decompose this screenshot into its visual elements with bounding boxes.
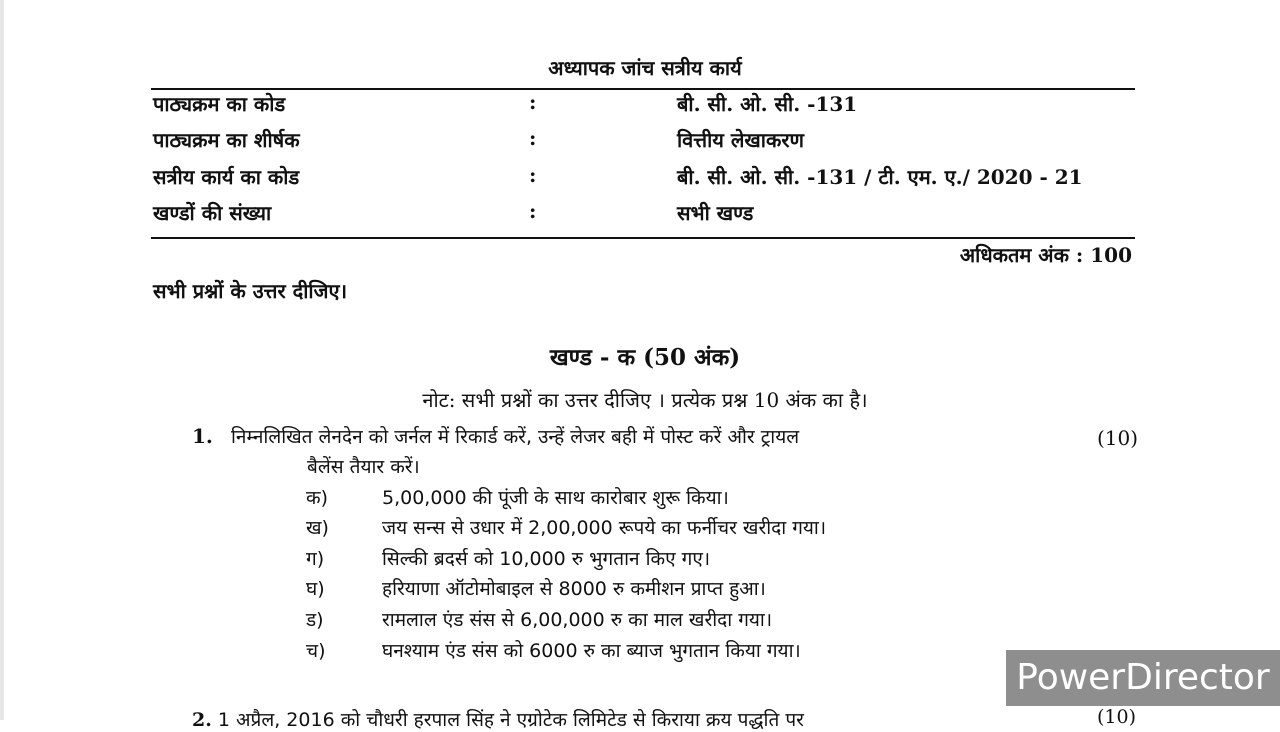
question-2-partial bbox=[192, 706, 1152, 732]
page-title: अध्यापक जांच सत्रीय कार्य bbox=[548, 56, 742, 80]
item-letter: ख) bbox=[306, 517, 329, 539]
info-separator: : bbox=[529, 90, 537, 114]
instruction: सभी प्रश्नों के उत्तर दीजिए। bbox=[153, 279, 348, 303]
bottom-divider bbox=[151, 237, 1135, 239]
info-row-blocks bbox=[153, 199, 1133, 235]
item-text: रामलाल एंड संस से 6,00,000 रु का माल खरीदा गया। bbox=[382, 609, 773, 631]
question-line: निम्नलिखित लेनदेन को जर्नल में रिकार्ड करें, उन्हें लेजर बही में पोस्ट करें और ट्रायल bbox=[231, 426, 800, 448]
info-value: बी. सी. ओ. सी. -131 bbox=[677, 92, 858, 116]
item-letter: क) bbox=[306, 487, 329, 509]
section-title: खण्ड - क (50 अंक) bbox=[549, 344, 741, 371]
item-letter: घ) bbox=[306, 578, 325, 600]
info-label: खण्डों की संख्या bbox=[153, 201, 272, 225]
item-letter: ड) bbox=[306, 609, 324, 631]
info-row-course-code bbox=[153, 90, 1133, 126]
powerdirector-watermark: PowerDirector bbox=[1006, 650, 1280, 706]
item-text: 5,00,000 की पूंजी के साथ कारोबार शुरू किया। bbox=[382, 487, 729, 509]
info-row-assignment-code bbox=[153, 163, 1133, 199]
info-label: सत्रीय कार्य का कोड bbox=[153, 165, 300, 189]
question-text: 1 अप्रैल, 2016 को चौधरी हरपाल सिंह ने एग्रोटेक लिमिटेड से किराया क्रय पद्धति पर bbox=[217, 709, 804, 731]
note: नोट: सभी प्रश्नों का उत्तर दीजिए । प्रत्येक प्रश्न 10 अंक का है। bbox=[422, 388, 868, 412]
info-label: पाठ्यक्रम का शीर्षक bbox=[153, 128, 300, 152]
item-text: हरियाणा ऑटोमोबाइल से 8000 रु कमीशन प्राप्त हुआ। bbox=[382, 578, 766, 600]
info-label: पाठ्यक्रम का कोड bbox=[153, 92, 286, 116]
question-number: 2. bbox=[192, 709, 212, 731]
info-separator: : bbox=[529, 199, 537, 223]
info-separator: : bbox=[529, 163, 537, 187]
item-text: जय सन्स से उधार में 2,00,000 रूपये का फर्नीचर खरीदा गया। bbox=[382, 517, 827, 539]
item-letter: च) bbox=[306, 640, 326, 662]
info-value: बी. सी. ओ. सी. -131 / टी. एम. ए./ 2020 - 21 bbox=[677, 165, 1083, 189]
item-text: घनश्याम एंड संस को 6000 रु का ब्याज भुगतान किया गया। bbox=[382, 640, 801, 662]
max-marks: अधिकतम अंक : 100 bbox=[959, 243, 1132, 267]
info-row-course-title bbox=[153, 126, 1133, 162]
question-marks: (10) bbox=[1097, 426, 1139, 450]
question-number: 1. bbox=[192, 424, 213, 448]
info-value: सभी खण्ड bbox=[677, 201, 754, 225]
item-letter: ग) bbox=[306, 548, 325, 570]
info-value: वित्तीय लेखाकरण bbox=[677, 128, 804, 152]
info-separator: : bbox=[529, 126, 537, 150]
question-text bbox=[231, 422, 1051, 482]
question-line: बैलेंस तैयार करें। bbox=[307, 456, 420, 478]
item-text: सिल्की ब्रदर्स को 10,000 रु भुगतान किए गए। bbox=[382, 548, 711, 570]
question-marks: (10) bbox=[1097, 706, 1137, 728]
